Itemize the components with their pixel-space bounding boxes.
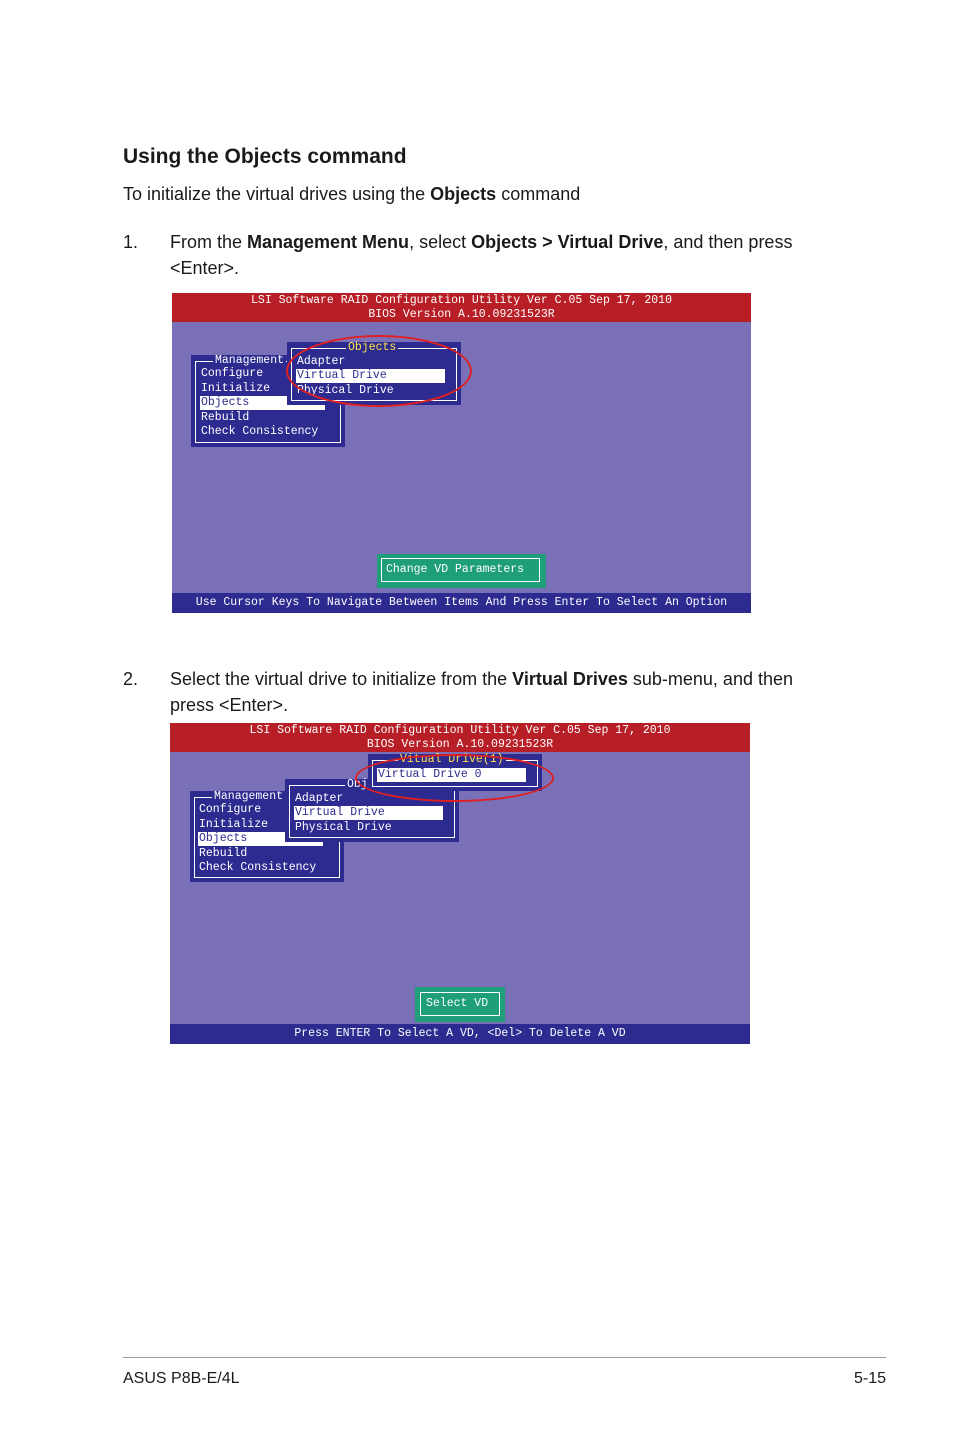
header-line-1: LSI Software RAID Configuration Utility Ver C.05 Sep 17, 2010 <box>249 724 671 737</box>
intro-bold: Objects <box>430 184 497 204</box>
step-number: 2. <box>123 669 139 689</box>
raid-screen-2 <box>170 723 750 1044</box>
objects-item-physical-drive[interactable]: Physical Drive <box>297 384 394 397</box>
step-text-part: , and then press <Enter>. <box>170 232 793 278</box>
step-number: 1. <box>123 232 139 252</box>
highlight-ring <box>355 754 554 802</box>
select-vd-button[interactable]: Select VD <box>420 992 500 1016</box>
step-text <box>170 666 810 718</box>
footer-product-name: ASUS P8B-E/4L <box>123 1370 240 1387</box>
step-text-part: , select <box>409 232 472 252</box>
menu-item-check-consistency[interactable]: Check Consistency <box>201 425 319 438</box>
menu-item-initialize[interactable]: Initialize <box>201 382 271 395</box>
menu-item-rebuild[interactable]: Rebuild <box>201 411 250 424</box>
highlight-ring <box>286 335 472 407</box>
management-menu-title: Management <box>214 790 284 803</box>
objects-menu-title: Objects <box>348 341 397 354</box>
header-line-2: BIOS Version A.10.09231523R <box>368 308 555 321</box>
step-bold: Virtual Drives <box>512 669 628 689</box>
intro-post: command <box>496 184 581 204</box>
screen-header <box>170 723 750 752</box>
management-menu-title: Management <box>215 354 285 367</box>
objects-menu-title: Obj <box>347 778 368 791</box>
header-line-1: LSI Software RAID Configuration Utility Ver C.05 Sep 17, 2010 <box>251 294 672 307</box>
menu-item-objects[interactable]: Objects <box>198 832 323 846</box>
menu-item-objects[interactable]: Objects <box>200 396 325 410</box>
change-vd-parameters-button[interactable]: Change VD Parameters <box>381 558 540 582</box>
intro-pre: To initialize the virtual drives using the <box>123 184 431 204</box>
step-text-part: From the <box>170 232 248 252</box>
raid-screen-1 <box>172 293 751 613</box>
screen-header <box>172 293 751 322</box>
header-line-2: BIOS Version A.10.09231523R <box>366 738 554 751</box>
screen-footer: Use Cursor Keys To Navigate Between Items And Press Enter To Select An Option <box>172 593 751 613</box>
virtual-drive-item-0[interactable]: Virtual Drive 0 <box>377 768 526 782</box>
step-text-part: Select the virtual drive to initialize from the <box>170 669 513 689</box>
screen-footer: Press ENTER To Select A VD, <Del> To Delete A VD <box>170 1024 750 1044</box>
objects-item-physical-drive[interactable]: Physical Drive <box>295 821 392 834</box>
intro-text <box>123 184 580 205</box>
step-bold: Objects > Virtual Drive <box>471 232 664 252</box>
virtual-drive-menu-title: Vitual Drive(1) <box>400 753 504 766</box>
section-title: Using the Objects command <box>123 145 407 168</box>
step-text <box>170 229 810 281</box>
action-box <box>377 554 546 588</box>
menu-item-initialize[interactable]: Initialize <box>199 818 269 831</box>
menu-item-check-consistency[interactable]: Check Consistency <box>199 861 317 874</box>
menu-item-configure[interactable]: Configure <box>201 367 264 380</box>
footer-page-number: 5-15 <box>853 1370 886 1387</box>
objects-item-virtual-drive[interactable]: Virtual Drive <box>296 369 445 383</box>
objects-item-adapter[interactable]: Adapter <box>295 792 344 805</box>
objects-item-virtual-drive[interactable]: Virtual Drive <box>294 806 443 820</box>
menu-item-configure[interactable]: Configure <box>199 803 262 816</box>
objects-item-adapter[interactable]: Adapter <box>297 355 346 368</box>
action-box <box>415 987 505 1022</box>
footer-rule <box>123 1357 886 1358</box>
step-bold: Management Menu <box>247 232 410 252</box>
menu-item-rebuild[interactable]: Rebuild <box>199 847 248 860</box>
step-text-part: sub-menu, and then press <Enter>. <box>170 669 794 715</box>
